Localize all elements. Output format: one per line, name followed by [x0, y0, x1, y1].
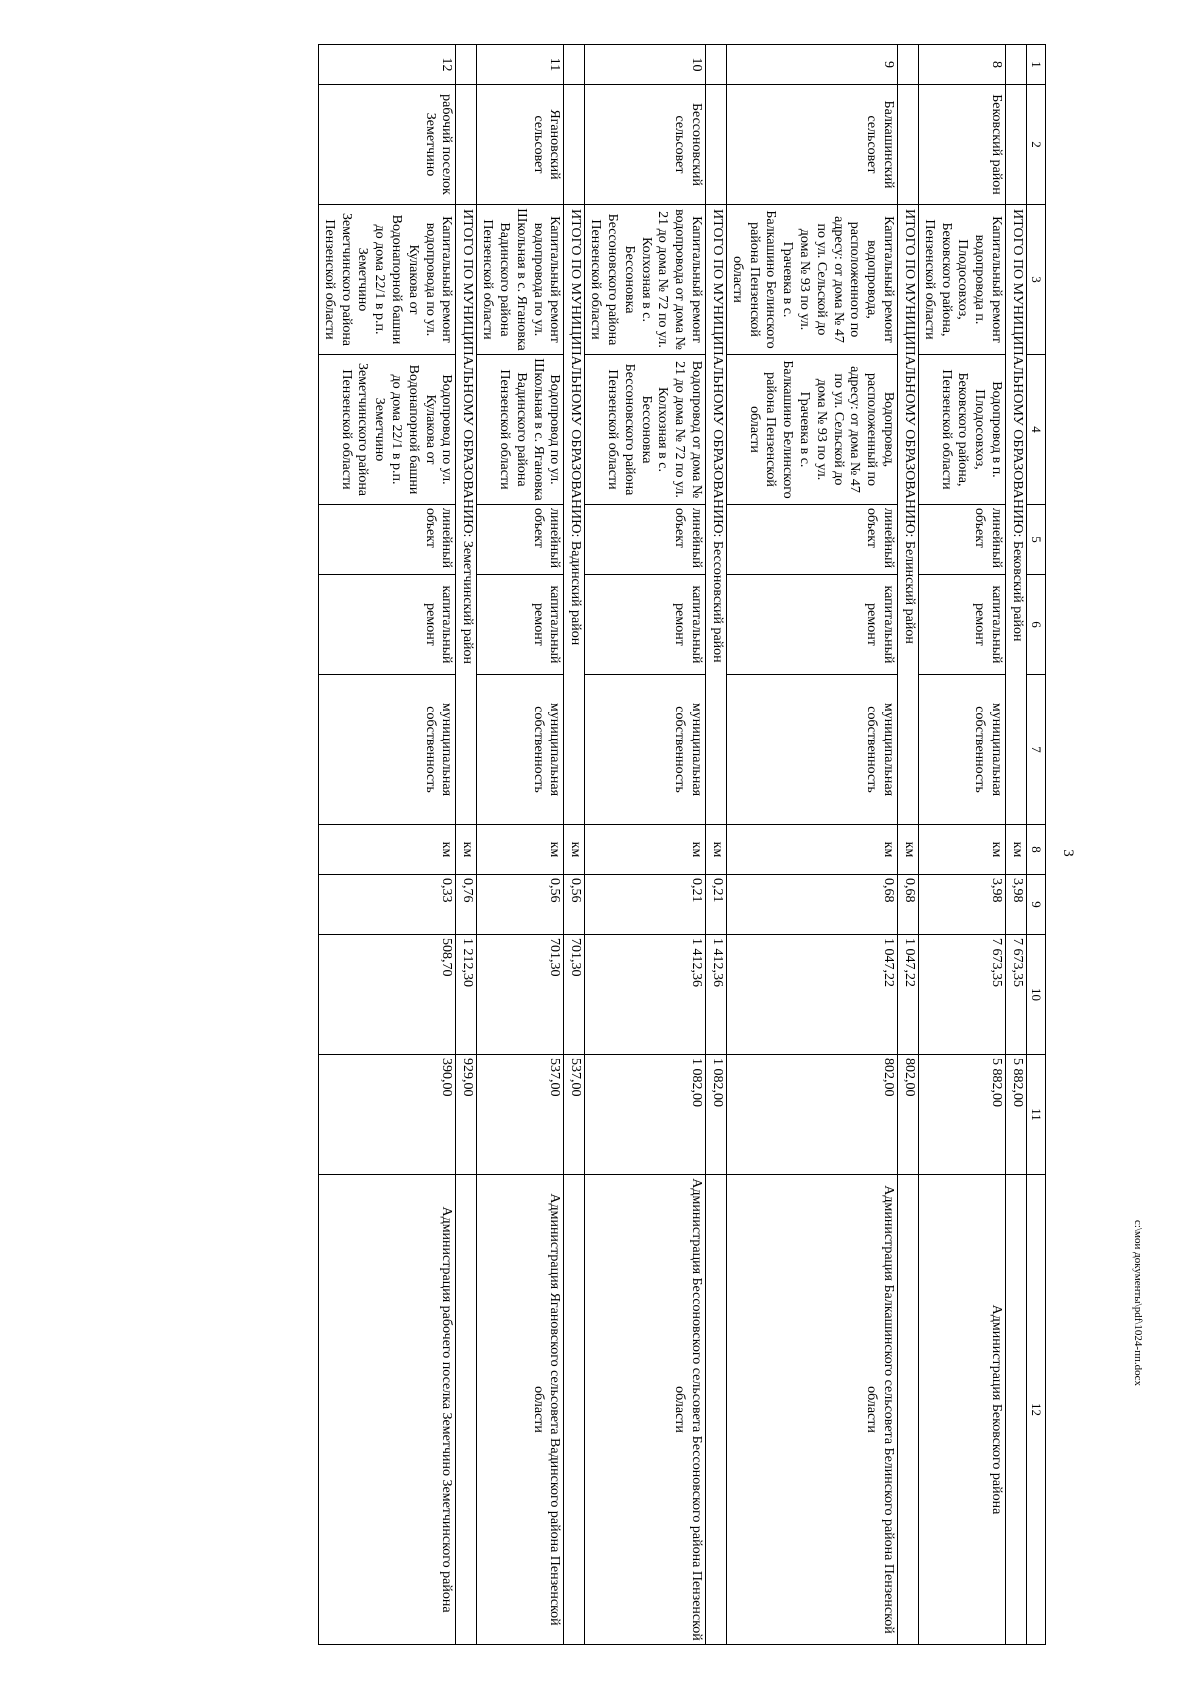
funds: 5 882,00: [919, 1055, 1006, 1175]
total-cost: 701,30: [564, 935, 585, 1055]
total-empty-cell: [1006, 1175, 1027, 1645]
customer: Администрация Балкашинского сельсовета Белинского района Пензенской области: [727, 1175, 898, 1645]
object-type: линейный объект: [727, 505, 898, 575]
total-unit: км: [706, 825, 727, 875]
total-cost: 1 412,36: [706, 935, 727, 1055]
total-empty-cell: [456, 45, 477, 85]
col-header: 9: [1027, 875, 1046, 935]
page-number-text: 3: [1060, 849, 1076, 857]
total-label: ИТОГО ПО МУНИЦИПАЛЬНОМУ ОБРАЗОВАНИЮ: Бековский район: [1006, 205, 1027, 825]
municipality: рабочий поселок Земетчино: [319, 85, 456, 205]
table-row: [477, 45, 564, 1645]
total-unit: км: [1006, 825, 1027, 875]
work-name: Капитальный ремонт водопровода по ул. Школьная в с. Ягановка Вадинского района Пензенской области: [477, 205, 564, 355]
work-name: Капитальный ремонт водопровода по ул. Кулакова от Водонапорной башни до дома 22/1 в р.п. Земетчино Земетчинского района Пензенской области: [319, 205, 456, 355]
total-funds: 929,00: [456, 1055, 477, 1175]
total-empty-cell: [898, 1175, 919, 1645]
work-type: капитальный ремонт: [919, 575, 1006, 675]
work-name: Капитальный ремонт водопровода от дома № 21 до дома № 72 по ул. Колхозная в с. Бессоновка Бессоновского района Пензенской области: [585, 205, 706, 355]
customer: Администрация рабочего поселка Земетчино Земетчинского района: [319, 1175, 456, 1645]
total-empty-cell: [564, 1175, 585, 1645]
cost: 1 412,36: [585, 935, 706, 1055]
row-number: 8: [919, 45, 1006, 85]
total-label: ИТОГО ПО МУНИЦИПАЛЬНОМУ ОБРАЗОВАНИЮ: Белинский район: [898, 205, 919, 825]
work-name: Капитальный ремонт водопровода, расположенного по адресу: от дома № 47 по ул. Сельской до дома № 93 по ул. Грачевка в с. Балкашино Белинского района Пензенской области: [727, 205, 898, 355]
total-cost: 1 212,30: [456, 935, 477, 1055]
col-header: 7: [1027, 675, 1046, 825]
unit: км: [727, 825, 898, 875]
table-row: [919, 45, 1006, 1645]
total-row: [456, 45, 477, 1645]
col-header: 6: [1027, 575, 1046, 675]
object-name: Водопровод по ул. Кулакова от Водонапорной башни до дома 22/1 в р.п. Земетчино Земетчинского района Пензенской области: [319, 355, 456, 505]
col-header: 1: [1027, 45, 1046, 85]
work-type: капитальный ремонт: [727, 575, 898, 675]
col-header: 5: [1027, 505, 1046, 575]
total-row: [898, 45, 919, 1645]
total-funds: 537,00: [564, 1055, 585, 1175]
total-empty-cell: [706, 85, 727, 205]
total-unit: км: [456, 825, 477, 875]
work-type: капитальный ремонт: [477, 575, 564, 675]
row-number: 12: [319, 45, 456, 85]
municipality: Ягановский сельсовет: [477, 85, 564, 205]
total-label: ИТОГО ПО МУНИЦИПАЛЬНОМУ ОБРАЗОВАНИЮ: Бессоновский район: [706, 205, 727, 825]
objects-table: [318, 44, 1046, 1645]
total-funds: 5 882,00: [1006, 1055, 1027, 1175]
total-label: ИТОГО ПО МУНИЦИПАЛЬНОМУ ОБРАЗОВАНИЮ: Вадинский район: [564, 205, 585, 825]
total-length: 3,98: [1006, 875, 1027, 935]
col-header: 4: [1027, 355, 1046, 505]
table-body: [319, 45, 1027, 1645]
total-empty-cell: [456, 85, 477, 205]
cost: 508,70: [319, 935, 456, 1055]
total-empty-cell: [706, 45, 727, 85]
total-empty-cell: [564, 45, 585, 85]
object-name: Водопровод в п. Плодосовхоз, Бековского района, Пензенской области: [919, 355, 1006, 505]
cost: 1 047,22: [727, 935, 898, 1055]
row-number: 9: [727, 45, 898, 85]
col-header: 8: [1027, 825, 1046, 875]
total-length: 0,68: [898, 875, 919, 935]
row-number: 10: [585, 45, 706, 85]
customer: Администрация Бековского района: [919, 1175, 1006, 1645]
total-funds: 802,00: [898, 1055, 919, 1175]
total-empty-cell: [1006, 45, 1027, 85]
ownership: муниципальная собственность: [477, 675, 564, 825]
length: 0,68: [727, 875, 898, 935]
funds: 802,00: [727, 1055, 898, 1175]
unit: км: [919, 825, 1006, 875]
object-type: линейный объект: [477, 505, 564, 575]
col-header: 11: [1027, 1055, 1046, 1175]
cost: 701,30: [477, 935, 564, 1055]
work-type: капитальный ремонт: [585, 575, 706, 675]
page-number: [1048, 833, 1088, 873]
footer-file-path-text: c:\мои документы\pdf\1024-пп.docx: [1132, 1220, 1144, 1387]
funds: 537,00: [477, 1055, 564, 1175]
total-cost: 1 047,22: [898, 935, 919, 1055]
municipality: Бессоновский сельсовет: [585, 85, 706, 205]
work-name: Капитальный ремонт водопровода п. Плодосовхоз, Бековского района, Пензенской области: [919, 205, 1006, 355]
total-row: [1006, 45, 1027, 1645]
length: 0,56: [477, 875, 564, 935]
total-empty-cell: [564, 85, 585, 205]
total-unit: км: [564, 825, 585, 875]
footer-file-path: [1128, 1220, 1148, 1620]
total-label: ИТОГО ПО МУНИЦИПАЛЬНОМУ ОБРАЗОВАНИЮ: Земетчинский район: [456, 205, 477, 825]
total-empty-cell: [898, 45, 919, 85]
length: 0,33: [319, 875, 456, 935]
total-empty-cell: [898, 85, 919, 205]
table-row: [585, 45, 706, 1645]
total-row: [564, 45, 585, 1645]
total-funds: 1 082,00: [706, 1055, 727, 1175]
length: 0,21: [585, 875, 706, 935]
total-unit: км: [898, 825, 919, 875]
rotated-table-container: [0, 44, 1046, 1644]
ownership: муниципальная собственность: [585, 675, 706, 825]
col-header: 3: [1027, 205, 1046, 355]
work-type: капитальный ремонт: [319, 575, 456, 675]
municipality: Балкашинский сельсовет: [727, 85, 898, 205]
total-row: [706, 45, 727, 1645]
table-row: [319, 45, 456, 1645]
total-cost: 7 673,35: [1006, 935, 1027, 1055]
total-length: 0,76: [456, 875, 477, 935]
total-empty-cell: [456, 1175, 477, 1645]
object-name: Водопровод от дома № 21 до дома № 72 по ул. Колхозная в с. Бессоновка Бессоновского района Пензенской области: [585, 355, 706, 505]
object-name: Водопровод по ул. Школьная в с. Ягановка Вадинского района Пензенской области: [477, 355, 564, 505]
funds: 1 082,00: [585, 1055, 706, 1175]
object-name: Водопровод, расположенный по адресу: от дома № 47 по ул. Сельской до дома № 93 по ул. Грачевка в с. Балкашино Белинского района Пензенской области: [727, 355, 898, 505]
ownership: муниципальная собственность: [727, 675, 898, 825]
col-header: 12: [1027, 1175, 1046, 1645]
cost: 7 673,35: [919, 935, 1006, 1055]
object-type: линейный объект: [585, 505, 706, 575]
length: 3,98: [919, 875, 1006, 935]
customer: Администрация Бессоновского сельсовета Бессоновского района Пензенской области: [585, 1175, 706, 1645]
table-row: [727, 45, 898, 1645]
total-empty-cell: [706, 1175, 727, 1645]
object-type: линейный объект: [319, 505, 456, 575]
ownership: муниципальная собственность: [319, 675, 456, 825]
total-empty-cell: [1006, 85, 1027, 205]
col-header: 10: [1027, 935, 1046, 1055]
ownership: муниципальная собственность: [919, 675, 1006, 825]
row-number: 11: [477, 45, 564, 85]
col-header: 2: [1027, 85, 1046, 205]
object-type: линейный объект: [919, 505, 1006, 575]
unit: км: [585, 825, 706, 875]
total-length: 0,56: [564, 875, 585, 935]
unit: км: [477, 825, 564, 875]
column-numbers-row: [1027, 45, 1046, 1645]
customer: Администрация Ягановского сельсовета Вадинского района Пензенской области: [477, 1175, 564, 1645]
municipality: Бековский район: [919, 85, 1006, 205]
unit: км: [319, 825, 456, 875]
funds: 390,00: [319, 1055, 456, 1175]
total-length: 0,21: [706, 875, 727, 935]
